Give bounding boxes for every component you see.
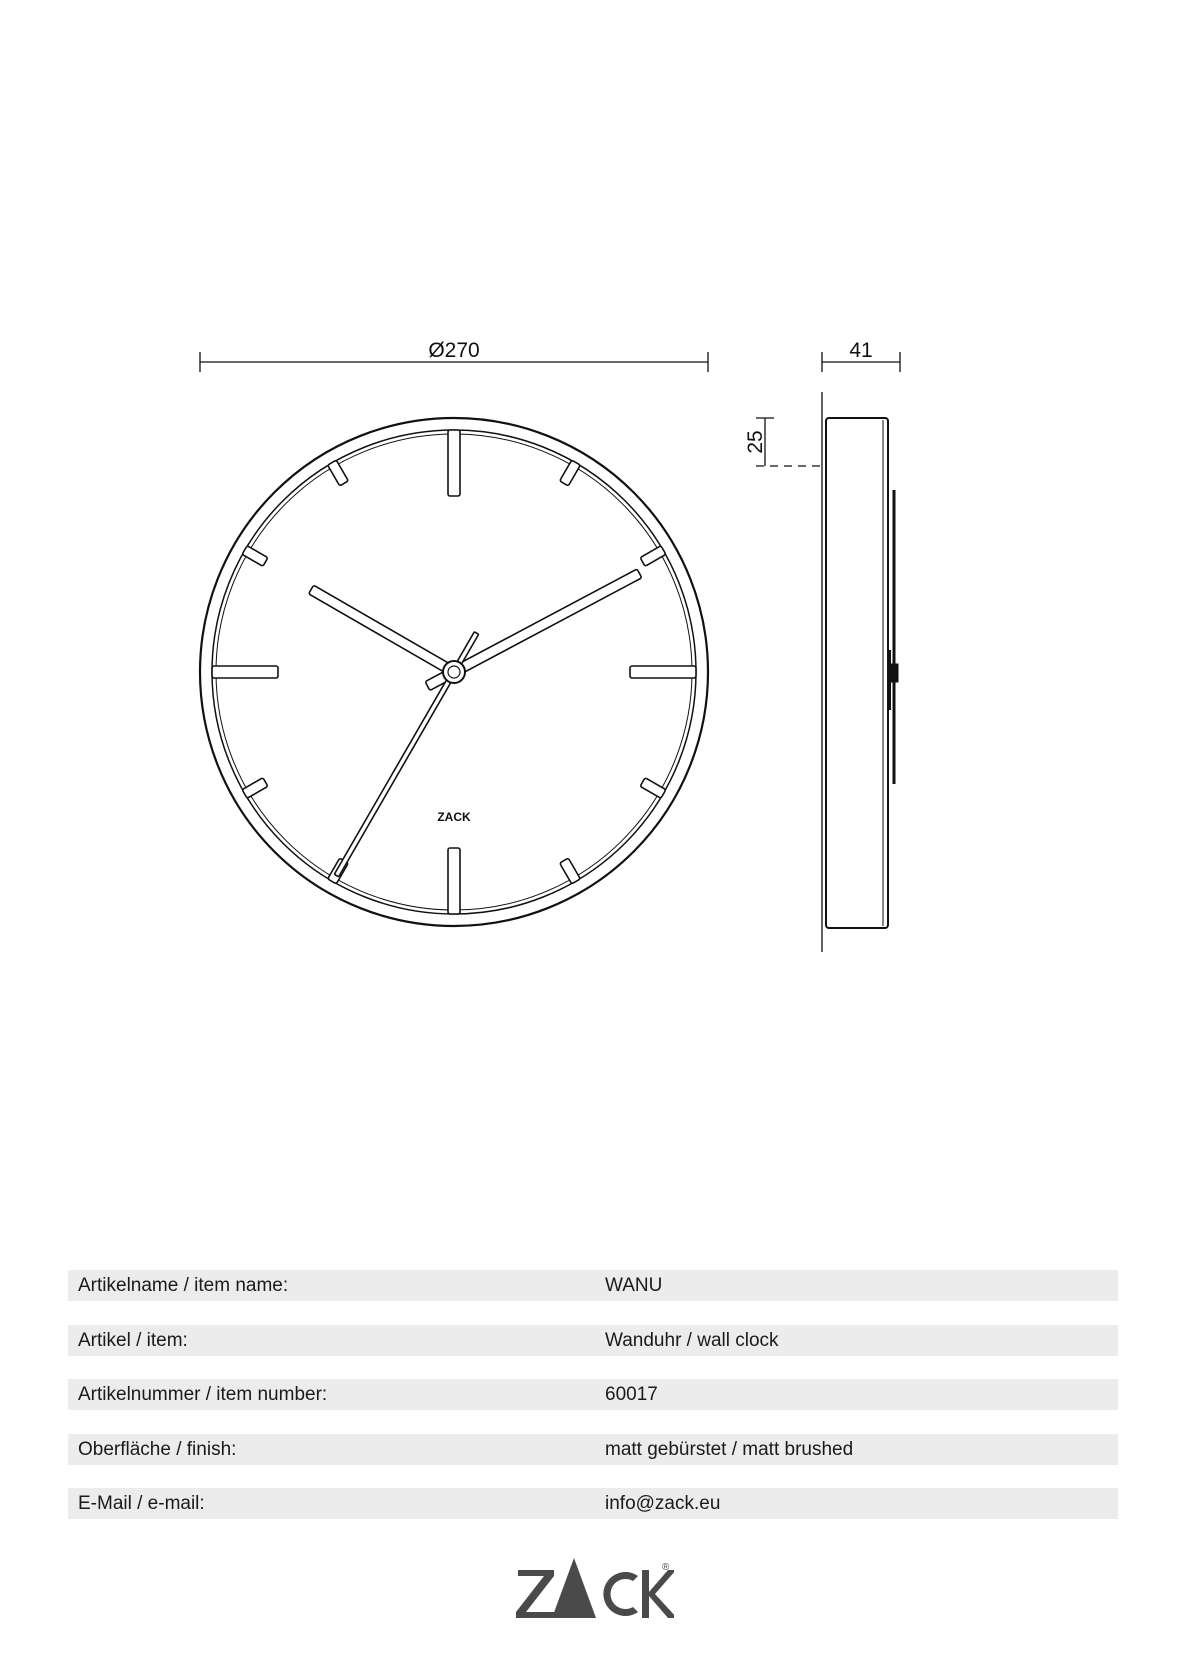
spec-row — [68, 1379, 1118, 1410]
spec-table — [68, 1270, 1118, 1543]
spec-label: Oberfläche / finish: — [78, 1438, 237, 1460]
spec-row — [68, 1325, 1118, 1356]
spec-value: matt gebürstet / matt brushed — [605, 1438, 854, 1460]
spec-label: Artikel / item: — [78, 1329, 188, 1351]
spec-value: info@zack.eu — [605, 1493, 721, 1514]
spec-label: Artikelnummer / item number: — [78, 1384, 328, 1405]
spec-value: Wanduhr / wall clock — [605, 1329, 779, 1351]
dial-logo — [437, 810, 471, 824]
dial-logo-text: ZACK — [437, 810, 471, 824]
depth-label: 41 — [849, 339, 873, 362]
hour-marker-2 — [640, 546, 666, 567]
hour-marker-11 — [328, 460, 349, 486]
hour-marker-1 — [560, 460, 581, 486]
diameter-label: Ø270 — [428, 339, 480, 362]
spec-label: Artikelname / item name: — [78, 1275, 289, 1296]
spec-row — [68, 1434, 1118, 1465]
spec-row — [68, 1270, 1118, 1301]
hour-marker-12 — [448, 430, 460, 496]
hub-side — [889, 664, 898, 682]
hour-marker-3 — [630, 666, 696, 678]
hour-marker-5 — [560, 858, 581, 884]
hook-offset-label: 25 — [744, 430, 767, 454]
clock-side-view — [822, 392, 898, 952]
clock-hands — [309, 569, 642, 877]
hour-marker-8 — [242, 778, 268, 799]
hour-marker-10 — [242, 546, 268, 567]
spec-label: E-Mail / e-mail: — [78, 1493, 205, 1514]
registered-mark: ® — [662, 1562, 670, 1573]
hour-marker-9 — [212, 666, 278, 678]
spec-value: WANU — [605, 1275, 663, 1296]
hour-hand — [309, 585, 466, 681]
hour-marker-6 — [448, 848, 460, 914]
clock-body-side — [826, 418, 888, 928]
zack-logo — [514, 1556, 674, 1626]
spec-row — [68, 1488, 1118, 1519]
hour-marker-4 — [640, 778, 666, 799]
spec-value: 60017 — [605, 1384, 658, 1405]
